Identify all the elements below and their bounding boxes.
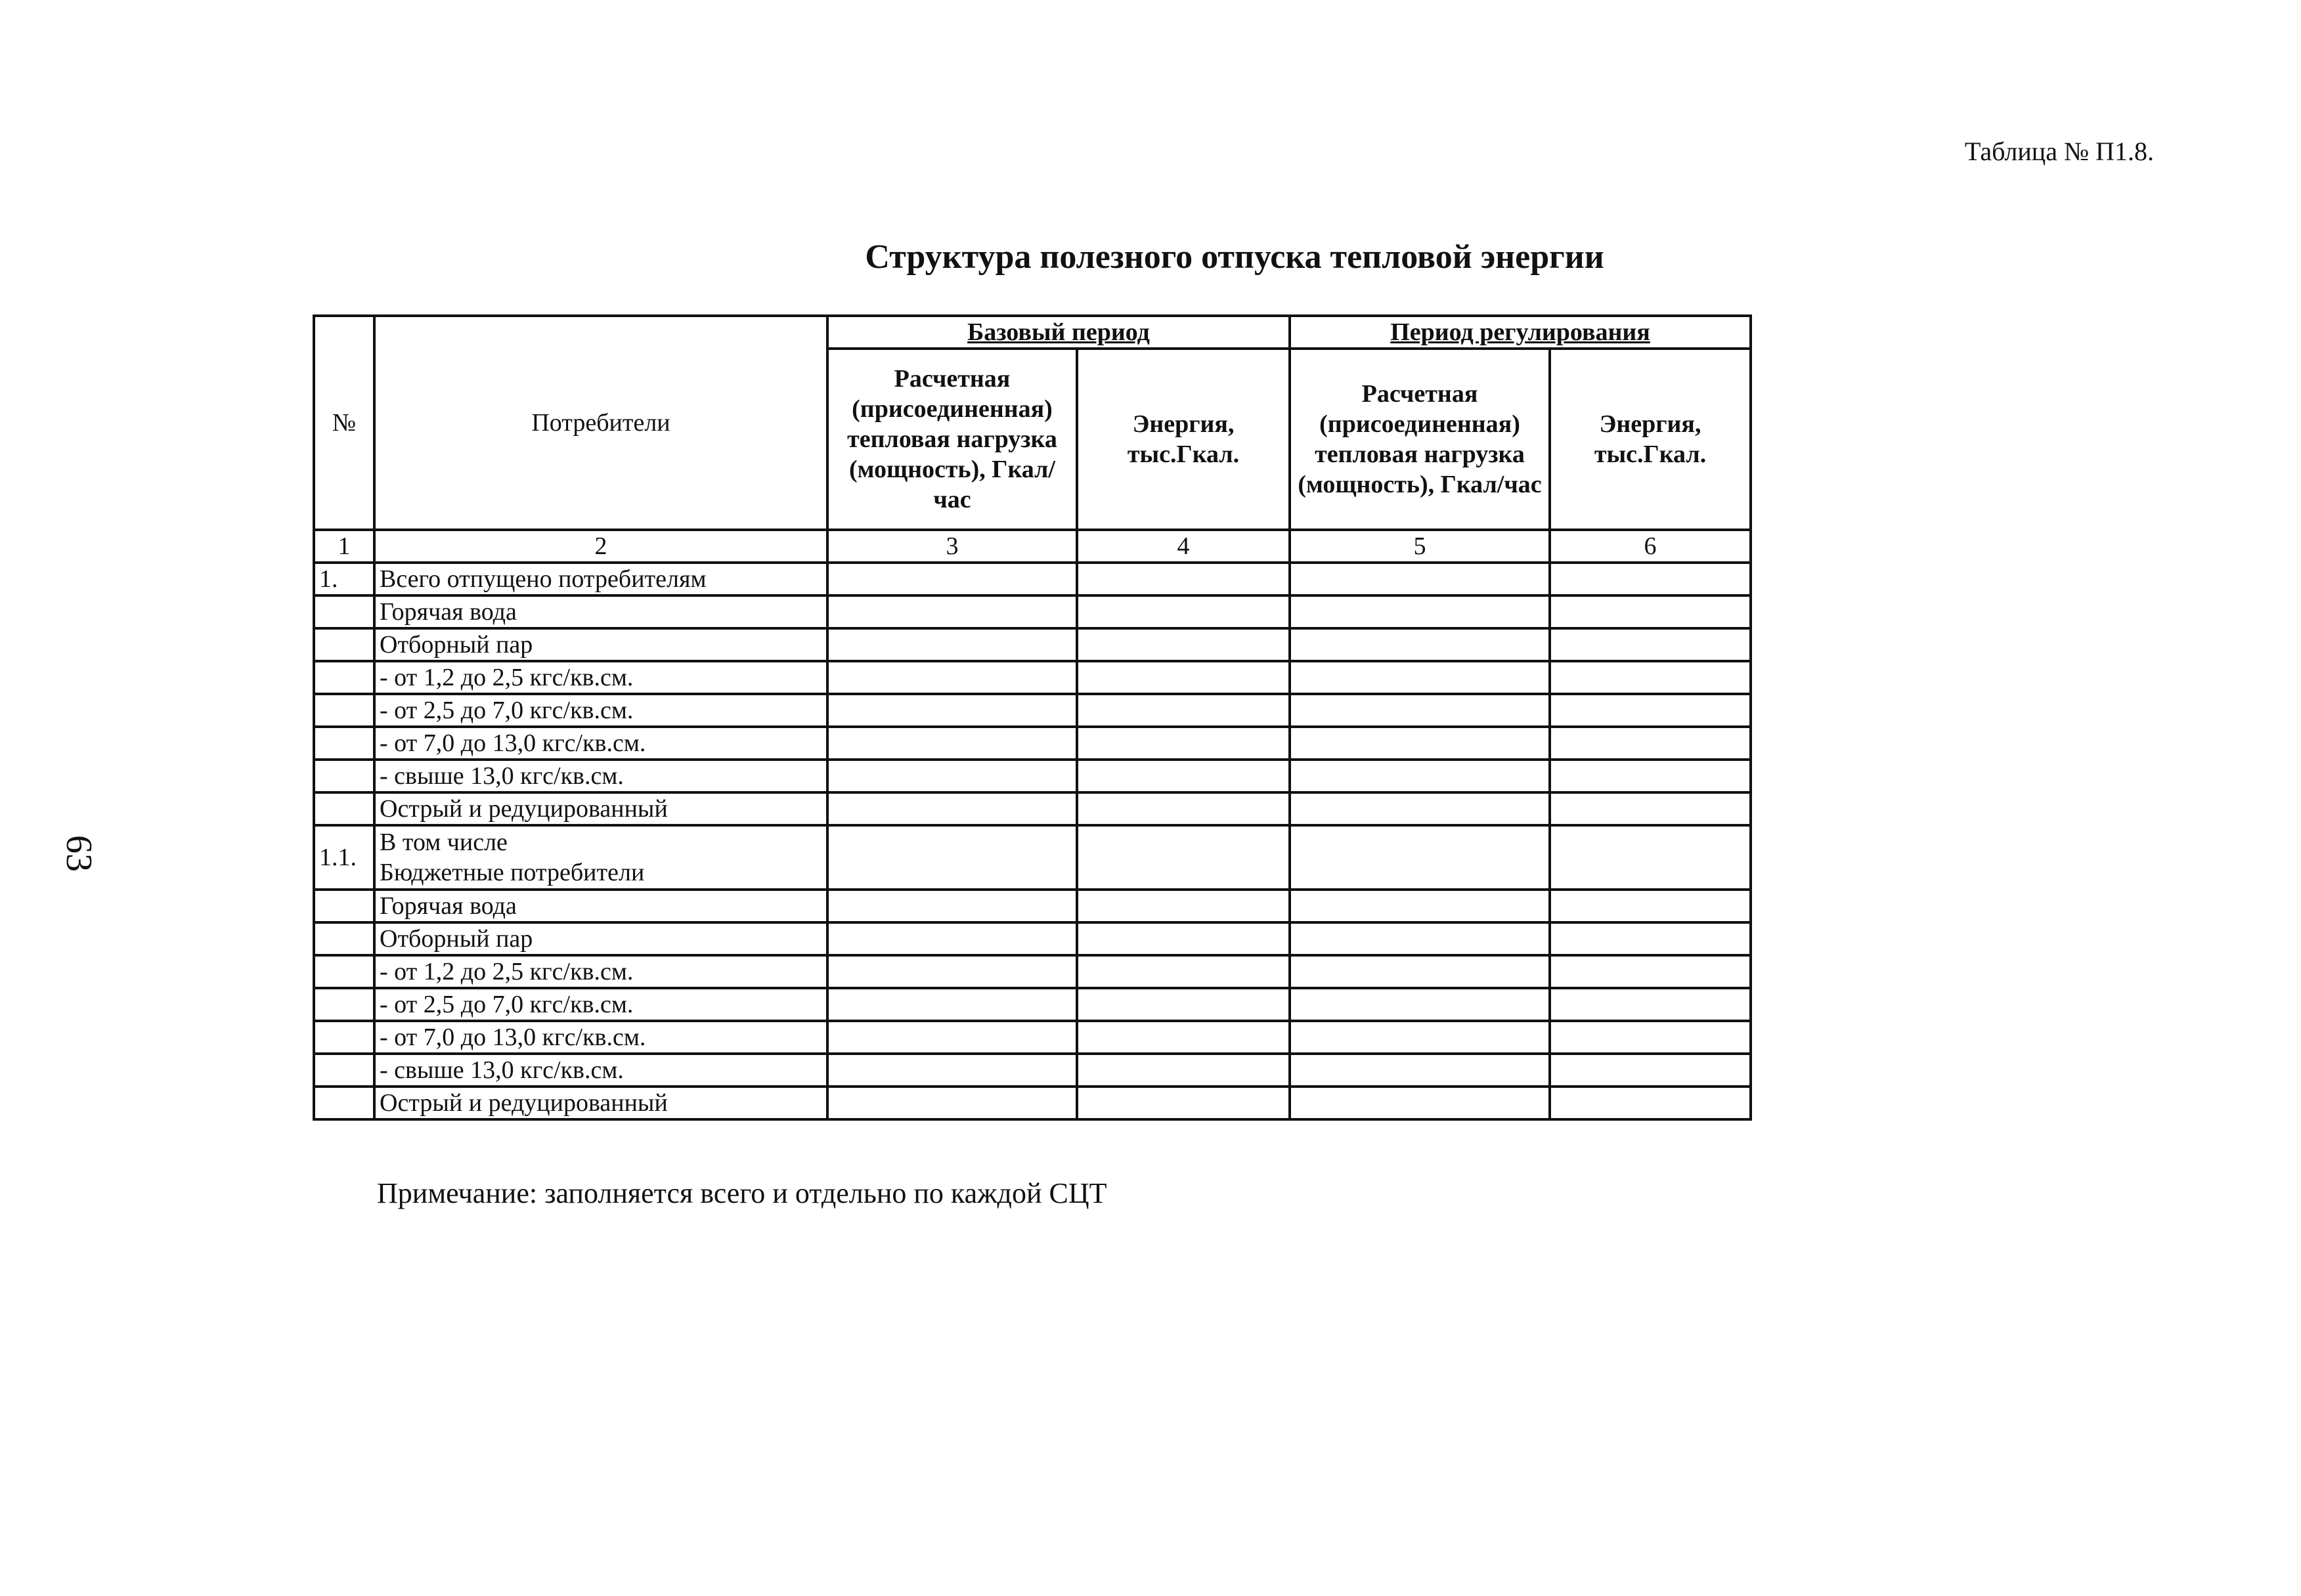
consumer-name-cell [374,694,827,727]
value-cell[interactable] [827,1021,1077,1054]
consumer-name-line2: Бюджетные потребители [380,859,645,886]
consumer-name: - от 2,5 до 7,0 кгс/кв.см. [380,697,634,724]
table-row [314,595,1751,628]
consumer-name: Острый и редуцированный [380,795,668,823]
consumer-name-cell [374,661,827,694]
value-cell[interactable] [1550,890,1751,922]
row-number-cell [314,1087,374,1119]
value-cell[interactable] [1290,694,1550,727]
consumer-name-cell [374,922,827,955]
column-header-energy-regulation: Энергия, тыс.Гкал. [1550,349,1751,530]
value-cell[interactable] [827,727,1077,760]
row-number-cell [314,760,374,792]
consumer-name: - от 1,2 до 2,5 кгс/кв.см. [380,664,634,691]
table-row [314,825,1751,890]
table-row [314,792,1751,825]
table-row [314,1087,1751,1119]
value-cell[interactable] [827,760,1077,792]
table-row [314,563,1751,595]
value-cell[interactable] [1290,988,1550,1021]
row-number-cell [314,694,374,727]
column-number: 4 [1077,530,1290,563]
value-cell[interactable] [1290,727,1550,760]
consumer-name-cell [374,890,827,922]
value-cell[interactable] [827,563,1077,595]
table-row [314,727,1751,760]
row-number-cell [314,628,374,661]
consumer-name: Отборный пар [380,925,533,953]
value-cell[interactable] [827,661,1077,694]
value-cell[interactable] [827,1054,1077,1087]
consumer-name: Горячая вода [380,892,517,920]
table-row [314,1021,1751,1054]
value-cell[interactable] [1290,760,1550,792]
value-cell[interactable] [1077,988,1290,1021]
value-cell[interactable] [1077,727,1290,760]
table-row [314,890,1751,922]
column-header-energy-base: Энергия, тыс.Гкал. [1077,349,1290,530]
table-reference: Таблица № П1.8. [1964,137,2154,166]
consumer-name-cell [374,1087,827,1119]
consumer-name-cell [374,628,827,661]
column-number: 3 [827,530,1077,563]
row-number-cell [314,727,374,760]
column-number-row [314,530,1751,563]
value-cell[interactable] [1077,694,1290,727]
consumer-name-cell [374,595,827,628]
row-number-cell [314,1054,374,1087]
group-header-base-period: Базовый период [827,316,1290,349]
value-cell[interactable] [1550,563,1751,595]
consumer-name-cell [374,988,827,1021]
group-header-regulation-period: Период регулирования [1290,316,1751,349]
value-cell[interactable] [827,792,1077,825]
table-row [314,922,1751,955]
row-number-cell [314,1021,374,1054]
value-cell[interactable] [1550,1054,1751,1087]
row-number-cell: 1. [314,563,374,595]
value-cell[interactable] [1550,595,1751,628]
row-number-cell [314,955,374,988]
note-text: Примечание: заполняется всего и отдельно по каждой СЦТ [377,1177,1107,1209]
value-cell[interactable] [1290,955,1550,988]
consumer-name: - свыше 13,0 кгс/кв.см. [380,762,624,790]
value-cell[interactable] [1077,760,1290,792]
consumer-name: Острый и редуцированный [380,1089,668,1117]
value-cell[interactable] [1550,955,1751,988]
value-cell[interactable] [827,825,1077,890]
value-cell[interactable] [1077,890,1290,922]
value-cell[interactable] [1290,595,1550,628]
value-cell[interactable] [1077,1087,1290,1119]
table-row [314,628,1751,661]
value-cell[interactable] [1290,661,1550,694]
header-row-groups [314,316,1751,349]
document-title: Структура полезного отпуска тепловой энергии [865,238,1604,276]
value-cell[interactable] [1290,628,1550,661]
value-cell[interactable] [1077,1054,1290,1087]
value-cell[interactable] [827,1087,1077,1119]
column-number: 1 [314,530,374,563]
column-header-load-regulation: Расчетная (присоединенная) тепловая нагрузка (мощность), Гкал/час [1290,349,1550,530]
value-cell[interactable] [1550,727,1751,760]
consumer-name: - от 7,0 до 13,0 кгс/кв.см. [380,1024,646,1051]
column-header-no: № [314,316,374,530]
row-number-cell [314,792,374,825]
column-number: 6 [1550,530,1751,563]
value-cell[interactable] [1550,792,1751,825]
value-cell[interactable] [1290,1021,1550,1054]
value-cell[interactable] [1290,563,1550,595]
table-row [314,1054,1751,1087]
value-cell[interactable] [827,694,1077,727]
consumer-name-cell [374,1054,827,1087]
consumer-name-cell [374,727,827,760]
value-cell[interactable] [1290,922,1550,955]
value-cell[interactable] [827,595,1077,628]
consumer-name: - от 7,0 до 13,0 кгс/кв.см. [380,729,646,757]
value-cell[interactable] [1290,792,1550,825]
value-cell[interactable] [1550,825,1751,890]
table-row [314,988,1751,1021]
row-number-cell [314,922,374,955]
value-cell[interactable] [827,955,1077,988]
table-row [314,955,1751,988]
consumer-name: Отборный пар [380,631,533,658]
value-cell[interactable] [1077,628,1290,661]
value-cell[interactable] [1550,760,1751,792]
column-number: 2 [374,530,827,563]
consumer-name-cell [374,1021,827,1054]
value-cell[interactable] [1550,628,1751,661]
consumer-name-cell [374,792,827,825]
value-cell[interactable] [827,988,1077,1021]
value-cell[interactable] [1290,1087,1550,1119]
table-row [314,694,1751,727]
consumer-name: Всего отпущено потребителям [380,565,707,593]
value-cell[interactable] [1290,1054,1550,1087]
value-cell[interactable] [1077,825,1290,890]
consumer-name: - свыше 13,0 кгс/кв.см. [380,1056,624,1084]
column-number: 5 [1290,530,1550,563]
heat-energy-table [313,314,1752,1121]
consumer-name-cell [374,955,827,988]
value-cell[interactable] [1077,922,1290,955]
column-header-load-base: Расчетная (присоединенная) тепловая нагрузка (мощность), Гкал/час [827,349,1077,530]
consumer-name: В том числе [380,829,508,856]
consumer-name-cell [374,825,827,890]
value-cell[interactable] [1077,1021,1290,1054]
row-number-cell [314,595,374,628]
value-cell[interactable] [1077,563,1290,595]
value-cell[interactable] [1290,890,1550,922]
value-cell[interactable] [1550,661,1751,694]
consumer-name-cell [374,563,827,595]
value-cell[interactable] [1077,792,1290,825]
value-cell[interactable] [1077,955,1290,988]
page-number: 63 [58,835,99,872]
column-header-consumers: Потребители [374,316,827,530]
consumer-name-cell [374,760,827,792]
row-number-cell: 1.1. [314,825,374,890]
row-number-cell [314,890,374,922]
table-row [314,760,1751,792]
value-cell[interactable] [1550,922,1751,955]
value-cell[interactable] [1550,988,1751,1021]
consumer-name: - от 2,5 до 7,0 кгс/кв.см. [380,991,634,1018]
consumer-name: Горячая вода [380,598,517,626]
value-cell[interactable] [1290,825,1550,890]
row-number-cell [314,988,374,1021]
value-cell[interactable] [827,890,1077,922]
value-cell[interactable] [827,922,1077,955]
value-cell[interactable] [1077,595,1290,628]
value-cell[interactable] [827,628,1077,661]
value-cell[interactable] [1550,694,1751,727]
value-cell[interactable] [1550,1021,1751,1054]
consumer-name: - от 1,2 до 2,5 кгс/кв.см. [380,958,634,985]
value-cell[interactable] [1077,661,1290,694]
value-cell[interactable] [1550,1087,1751,1119]
row-number-cell [314,661,374,694]
table-row [314,661,1751,694]
